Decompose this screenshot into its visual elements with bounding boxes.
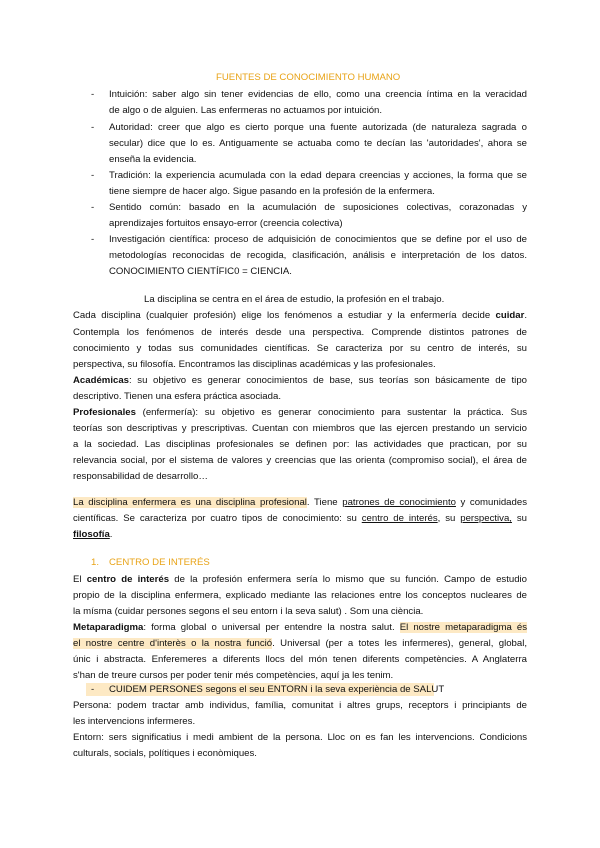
paragraph-line: descriptivo. Tienen una esfera práctica asociada. [73, 391, 281, 402]
bold-term: Profesionales [73, 407, 136, 418]
paragraph-line [73, 497, 527, 508]
paragraph-line: propio de la disciplina enfermera, explicado mediante las relaciones entre los conceptos nucleares de [73, 590, 527, 601]
paragraph-line: únic i abstracta. Enferemeres a diferents llocs del món tenen diferents competències. A Anglaterra [73, 654, 527, 665]
bullet-dash: - [91, 684, 95, 695]
underlined-term: filosofía [73, 529, 110, 540]
paragraph-line: perspectiva, su filosofía. Encontramos las disciplinas académicas y las profesionales. [73, 359, 436, 370]
paragraph-line: la mísma (cuidar persones segons el seu entorn i la seva salut) . Som una ciència. [73, 606, 424, 617]
paragraph-line: a la sociedad. Las disciplinas profesionales se definen por: las actividades que practican, por su [73, 439, 527, 450]
bullet-dash: - [91, 89, 95, 100]
paragraph-line: responsabilidad de desarrollo… [73, 471, 208, 482]
list-item-line: de algo o de alguien. Las enfermeras no actuamos por intuición. [109, 105, 383, 116]
paragraph-line [73, 375, 527, 386]
paragraph-line: conocimiento y todas sus comunidades científicas. Se caracteriza por su centro de interés, su [73, 343, 527, 354]
underlined-term: perspectiva, [460, 513, 512, 524]
paragraph-line [73, 407, 527, 418]
paragraph-line: Persona: podem tractar amb individus, família, comunitat i altres grups, receptors i principiants de [73, 700, 527, 711]
paragraph-line: les intervencions infermeres. [73, 716, 196, 727]
section-number: 1. [91, 557, 100, 568]
list-item-line: Investigación científica: proceso de adquisición de conocimientos que se define por el uso de [109, 234, 527, 245]
paragraph-line: relevancia social, por el sistema de valores y creencias que las orienta (compromiso social), el área de [73, 455, 527, 466]
underlined-term: centro de interés [361, 513, 438, 524]
list-item-line: secular) dice que lo es. Antiguamente se actuaba como te decían las 'autoridades', ahora se [109, 138, 527, 149]
highlighted-text: el nostre centre d'interès o la nostra funció [73, 638, 273, 649]
bold-term: cuidar [495, 310, 525, 321]
list-item-line: CONOCIMIENTO CIENTÍFIC0 = CIENCIA. [109, 266, 292, 277]
text-span: su [511, 513, 527, 524]
text-span: . Tiene [306, 497, 343, 508]
bullet-dash: - [91, 234, 95, 245]
text-span: , su [437, 513, 461, 524]
list-item-line: enseña la evidencia. [109, 154, 197, 165]
list-item-line: Sentido común: basado en la acumulación de suposiciones colectivas, corazonadas y [109, 202, 527, 213]
text-span: : forma global o universal per entendre la nostra salut. [143, 622, 400, 633]
bullet-dash: - [91, 122, 95, 133]
text-span: . [524, 310, 527, 321]
paragraph-line [73, 513, 527, 524]
text-span: . [109, 529, 113, 540]
highlighted-text: La disciplina enfermera es una disciplina profesional [73, 497, 307, 508]
page-title: FUENTES DE CONOCIMIENTO HUMANO [216, 72, 401, 83]
highlighted-text: El nostre metaparadigma és [399, 622, 528, 633]
paragraph-line [73, 574, 527, 585]
text-span: y comunidades [455, 497, 527, 508]
text-span: . Universal (per a totes les infermeres), general, global, [272, 638, 528, 649]
text-span: (enfermería): su objetivo es generar conocimiento para sustentar la práctica. Sus [135, 407, 527, 418]
paragraph-line [73, 638, 527, 649]
paragraph-line [73, 529, 112, 540]
paragraph-line: teorías son descriptivas y prescriptivas. Cuentan con miembros que las ejercen prestando un servicio [73, 423, 527, 434]
list-item-line: aprendizajes fortuitos ensayo-error (creencia colectiva) [109, 218, 343, 229]
text-span: científicas. Se caracteriza por cuatro tipos de conocimiento: su [73, 513, 362, 524]
paragraph-line: culturals, socials, polítiques i econòmiques. [73, 748, 257, 759]
text-span: El [73, 574, 87, 585]
list-item-line: tiene siempre de hacer algo. Sigue pasando en la profesión de la enfermera. [109, 186, 435, 197]
list-item-line: Intuición: saber algo sin tener evidencias de ello, como una creencia íntima en la veracidad [109, 89, 527, 100]
text-span: Cada disciplina (cualquier profesión) elige los fenómenos a estudiar y la enfermería decide [73, 310, 496, 321]
list-item-line: Autoridad: creer que algo es cierto porque una fuente autorizada (de naturaleza sagrada o [109, 122, 527, 133]
bullet-dash: - [91, 202, 95, 213]
bold-term: centro de interés [86, 574, 170, 585]
bold-term: Académicas [73, 375, 129, 386]
paragraph-line [73, 310, 527, 321]
bullet-dash: - [91, 170, 95, 181]
text-span: : su objetivo es generar conocimientos de base, sus teorías son básicamente de tipo [129, 375, 527, 386]
list-item-line: metodologías reconocidas de recogida, clasificación, análisis e interpretación de los datos. [109, 250, 527, 261]
paragraph-line [73, 622, 527, 633]
paragraph-line: Contempla los fenómenos de interés desde una perspectiva. Comprende distintos patrones de [73, 327, 527, 338]
paragraph-line: s'han de treure cursos per poder tenir més competències, aquí ja les tenim. [73, 670, 394, 681]
list-item-line: CUIDEM PERSONES segons el seu ENTORN i la seva experiència de SALUT [109, 684, 445, 695]
section-title: CENTRO DE INTERÉS [109, 557, 210, 568]
centered-statement: La disciplina se centra en el área de estudio, la profesión en el trabajo. [144, 294, 445, 305]
paragraph-line: Entorn: sers significatius i medi ambient de la persona. Lloc on es fan les intervencions. Condicions [73, 732, 527, 743]
bold-term: Metaparadigma [73, 622, 144, 633]
underlined-term: patrones de conocimiento [342, 497, 456, 508]
text-span: de la profesión enfermera sería lo mismo que su función. Campo de estudio [169, 574, 527, 585]
list-item-line: Tradición: la experiencia acumulada con la edad depara creencias y acciones, la forma que se [109, 170, 527, 181]
